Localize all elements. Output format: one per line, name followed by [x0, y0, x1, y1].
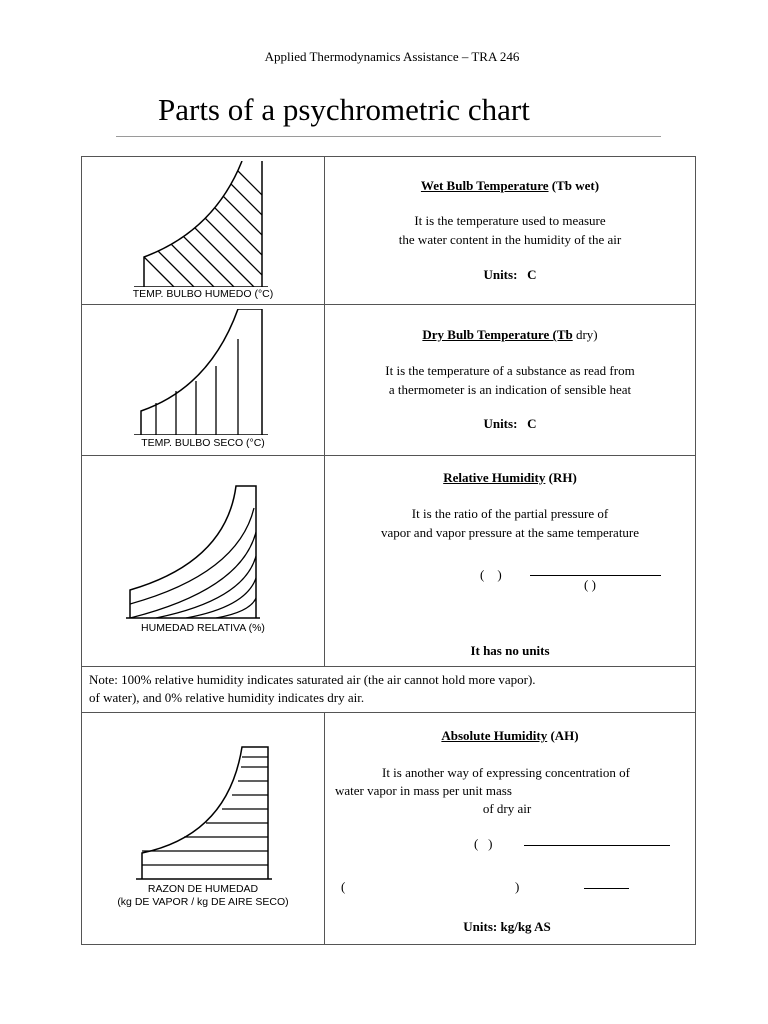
rh-formula-denominator: ( ) [584, 577, 596, 592]
wet-bulb-text-2: the water content in the humidity of the air [398, 232, 622, 247]
dry-bulb-caption: TEMP. BULBO SECO (°C) [141, 437, 265, 449]
dry-bulb-description [325, 305, 695, 455]
relative-humidity-heading: Relative Humidity (RH) [443, 470, 577, 485]
wet-bulb-figure-cell [82, 157, 325, 304]
row-dry-bulb [82, 305, 695, 456]
title-divider [116, 136, 661, 137]
relative-humidity-diagram [126, 482, 276, 622]
document-header: Applied Thermodynamics Assistance – TRA 246 [264, 49, 520, 64]
relative-humidity-text-1: It is the ratio of the partial pressure of [411, 506, 609, 521]
absolute-humidity-units: Units: kg/kg AS [463, 919, 551, 934]
relative-humidity-text-2: vapor and vapor pressure at the same temperature [380, 525, 640, 540]
wet-bulb-caption: TEMP. BULBO HUMEDO (°C) [132, 288, 274, 300]
dry-bulb-figure-cell [82, 305, 325, 455]
ah-formula-paren: ( ) [474, 836, 493, 851]
ah-fraction-bar-1 [524, 845, 670, 846]
row-wet-bulb [82, 157, 695, 305]
absolute-humidity-figure-cell [82, 713, 325, 944]
absolute-humidity-text-3: of dry air [482, 801, 532, 816]
absolute-humidity-description [325, 713, 695, 944]
absolute-humidity-text-2: water vapor in mass per unit mass [335, 783, 512, 798]
relative-humidity-caption: HUMEDAD RELATIVA (%) [141, 622, 265, 634]
row-absolute-humidity [82, 713, 695, 945]
ah-fraction-bar-2 [584, 888, 629, 889]
wet-bulb-units: Units: C [483, 267, 537, 282]
row-note [82, 667, 695, 713]
wet-bulb-heading: Wet Bulb Temperature (Tb wet) [420, 178, 600, 193]
wet-bulb-text-1: It is the temperature used to measure [414, 213, 606, 228]
wet-bulb-diagram [134, 161, 274, 287]
dry-bulb-units: Units: C [483, 416, 537, 431]
absolute-humidity-caption-2: (kg DE VAPOR / kg DE AIRE SECO) [117, 896, 289, 908]
row-relative-humidity [82, 456, 695, 667]
relative-humidity-units: It has no units [470, 643, 550, 658]
ah-paren-close: ) [515, 879, 520, 894]
dry-bulb-diagram [134, 309, 274, 435]
absolute-humidity-heading: Absolute Humidity (AH) [441, 728, 579, 743]
absolute-humidity-diagram [136, 743, 276, 883]
dry-bulb-text-2: a thermometer is an indication of sensible heat [388, 382, 632, 397]
relative-humidity-figure-cell [82, 456, 325, 666]
dry-bulb-heading: Dry Bulb Temperature (Tb dry) [422, 327, 598, 342]
chart-parts-table [81, 156, 696, 945]
rh-formula-left: ( ) [480, 567, 502, 582]
dry-bulb-text-1: It is the temperature of a substance as read from [385, 363, 635, 378]
absolute-humidity-caption-1: RAZON DE HUMEDAD [147, 883, 259, 895]
ah-paren-open: ( [341, 879, 346, 894]
absolute-humidity-text-1: It is another way of expressing concentration of [381, 765, 630, 780]
rh-fraction-bar [530, 575, 661, 576]
note-text: Note: 100% relative humidity indicates saturated air (the air cannot hold more vapor). of water), and 0% relative humidity indicates dry air. [89, 672, 536, 705]
wet-bulb-description [325, 157, 695, 304]
page-title: Parts of a psychrometric chart [158, 92, 530, 127]
relative-humidity-description [325, 456, 695, 666]
